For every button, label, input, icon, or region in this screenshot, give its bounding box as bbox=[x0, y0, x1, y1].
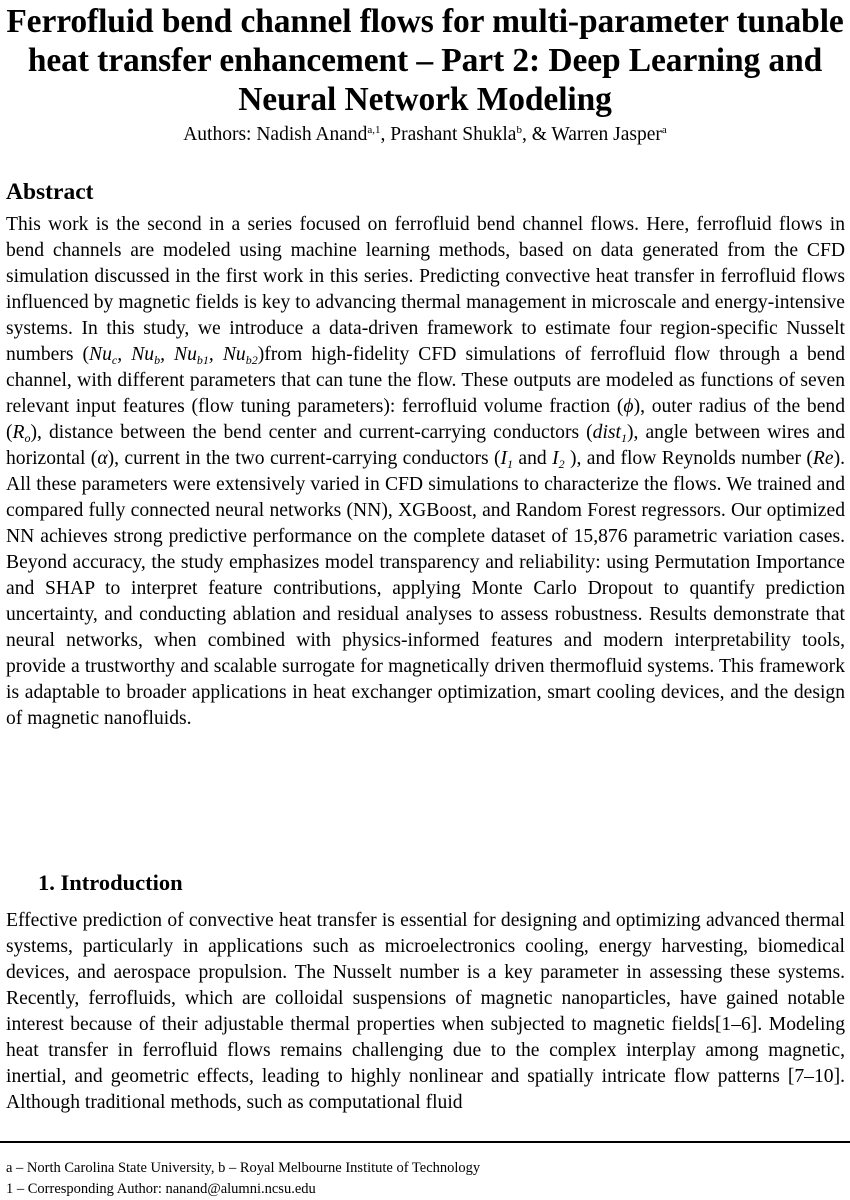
outer-radius-symbol: $R_o$ bbox=[12, 422, 31, 445]
author-separator: , bbox=[380, 124, 391, 145]
volume-fraction-symbol: ϕ bbox=[623, 396, 634, 417]
nusselt-symbol: $Nu_c$, $Nu_b$, $Nu_{b1}$, $Nu_{b2}$ bbox=[89, 344, 258, 367]
footnote-divider bbox=[0, 1141, 850, 1143]
author-name: Warren Jasper bbox=[551, 124, 662, 145]
abstract-text: )from high-fidelity CFD simulations of ferrofluid flow through a bend channel, with different parameters that can tune the flow. These outputs are modeled as functions of seven relevant input features (flow tuning parameters): ferrofluid volume fraction ( bbox=[6, 344, 846, 417]
abstract-text: and bbox=[513, 448, 553, 469]
abstract-text: ), and flow Reynolds number ( bbox=[564, 448, 813, 469]
author-name: Prashant Shukla bbox=[390, 124, 517, 145]
paper-title: Ferrofluid bend channel flows for multi-parameter tunable heat transfer enhancement – Part 2: Deep Learning and Neural Network Modeling bbox=[6, 3, 844, 118]
author-separator: , & bbox=[521, 124, 552, 145]
abstract-text: ), current in the two current-carrying conductors ( bbox=[107, 448, 501, 469]
introduction-body: Effective prediction of convective heat transfer is essential for designing and optimizing advanced thermal systems, particularly in applications such as microelectronics cooling, energy harvesting, biomedical devices, and aerospace propulsion. The Nusselt number is a key parameter in assessing these systems. Recently, ferrofluids, which are colloidal suspensions of magnetic nanoparticles, have gained notable interest because of their adjustable thermal properties when subjected to magnetic fields[1–6]. Modeling heat transfer in ferrofluid flows remains challenging due to the complex interplay among magnetic, inertial, and geometric effects, leading to highly nonlinear and spatially intricate flow patterns [7–10]. Although traditional methods, such as computational fluid bbox=[6, 910, 845, 1113]
abstract-text: ), outer radius of the bend ( bbox=[6, 396, 846, 443]
abstract-heading: Abstract bbox=[6, 179, 94, 205]
footnotes bbox=[6, 1158, 480, 1200]
authors-prefix: Authors: bbox=[183, 124, 257, 145]
angle-symbol: α bbox=[97, 448, 108, 469]
author-affiliation-marker: a,1 bbox=[367, 124, 381, 136]
abstract-text: ), distance between the bend center and current-carrying conductors ( bbox=[30, 422, 593, 443]
abstract-body bbox=[6, 212, 845, 732]
author-affiliation-marker: a bbox=[661, 124, 667, 136]
reynolds-symbol: Re bbox=[812, 448, 834, 469]
introduction-heading: 1. Introduction bbox=[38, 870, 183, 895]
author-line bbox=[0, 124, 850, 146]
author-affiliation-marker: b bbox=[516, 124, 522, 136]
abstract-text: ). All these parameters were extensively varied in CFD simulations to characterize the flows. We trained and compared fully connected neural networks (NN), XGBoost, and Random Forest regressors. Our optimized NN achieves strong predictive performance on the complete dataset of 15,876 parametric variation cases. Beyond accuracy, the study emphasizes model transparency and reliability: using Permutation Importance and SHAP to interpret feature contributions, applying Monte Carlo Dropout to quantify prediction uncertainty, and conducting ablation and residual analyses to assess robustness. Results demonstrate that neural networks, when combined with physics-informed features and modern interpretability tools, provide a trustworthy and scalable surrogate for magnetically driven thermofluid systems. This framework is adaptable to broader applications in heat exchanger optimization, smart cooling devices, and the design of magnetic nanofluids. bbox=[6, 448, 846, 729]
abstract-text: ), angle between wires and horizontal ( bbox=[6, 422, 845, 469]
author-name: Nadish Anand bbox=[256, 124, 368, 145]
distance-symbol: dist$_1$ bbox=[592, 422, 627, 445]
footnote-affiliations: a – North Carolina State University, b – Royal Melbourne Institute of Technology bbox=[6, 1160, 481, 1176]
current-2-symbol: $I_2$ bbox=[552, 448, 565, 471]
footnote-corresponding-author: 1 – Corresponding Author: nanand@alumni.ncsu.edu bbox=[6, 1181, 316, 1197]
abstract-text: This work is the second in a series focused on ferrofluid bend channel flows. Here, ferrofluid flows in bend channels are modeled using machine learning methods, based on data generated from the CFD simulation discussed in the first work in this series. Predicting convective heat transfer in ferrofluid flows influenced by magnetic fields is key to advancing thermal management in microscale and energy-intensive systems. In this study, we introduce a data-driven framework to estimate four region-specific Nusselt numbers ( bbox=[6, 214, 845, 365]
current-1-symbol: $I_1$ bbox=[500, 448, 514, 471]
